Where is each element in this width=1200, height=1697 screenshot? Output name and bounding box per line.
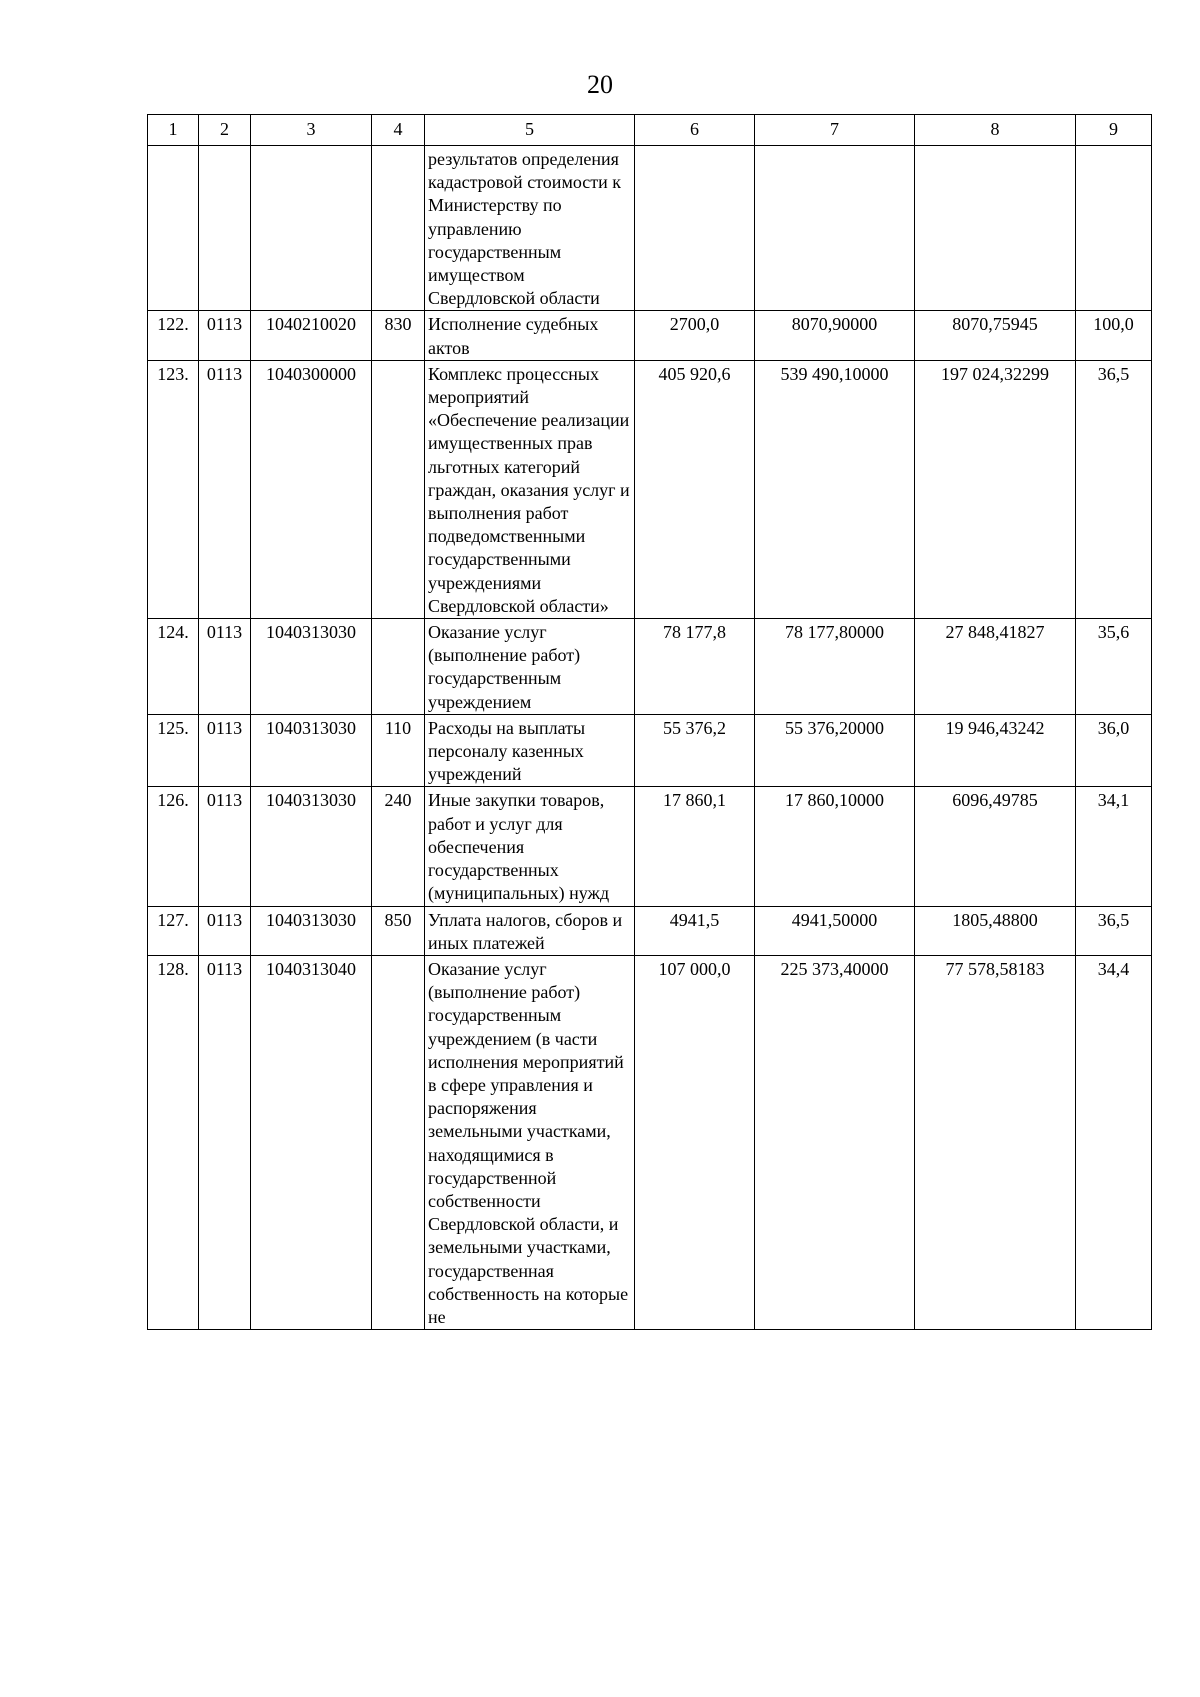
target-code-cell: 1040313030 [251, 714, 372, 787]
column-header: 3 [251, 115, 372, 146]
section-code-cell: 0113 [199, 714, 251, 787]
section-code-cell: 0113 [199, 955, 251, 1329]
approved-value-cell: 8070,90000 [755, 311, 915, 360]
plan-value-cell: 107 000,0 [635, 955, 755, 1329]
column-header: 8 [915, 115, 1076, 146]
expense-kind-cell [372, 146, 425, 311]
expense-kind-cell [372, 619, 425, 715]
target-code-cell: 1040300000 [251, 360, 372, 618]
approved-value-cell: 55 376,20000 [755, 714, 915, 787]
approved-value-cell: 78 177,80000 [755, 619, 915, 715]
item-name-cell: Исполнение судебных актов [425, 311, 635, 360]
plan-value-cell: 405 920,6 [635, 360, 755, 618]
column-header: 6 [635, 115, 755, 146]
plan-value-cell: 4941,5 [635, 906, 755, 955]
row-number-cell: 124. [148, 619, 199, 715]
target-code-cell: 1040313030 [251, 906, 372, 955]
row-number-cell: 126. [148, 787, 199, 906]
plan-value-cell [635, 146, 755, 311]
table-row [148, 311, 1152, 360]
target-code-cell: 1040313030 [251, 619, 372, 715]
expense-kind-cell: 110 [372, 714, 425, 787]
approved-value-cell [755, 146, 915, 311]
approved-value-cell: 4941,50000 [755, 906, 915, 955]
expense-kind-cell [372, 955, 425, 1329]
executed-value-cell: 6096,49785 [915, 787, 1076, 906]
page-number: 20 [587, 70, 613, 99]
percent-cell: 36,0 [1076, 714, 1152, 787]
executed-value-cell: 19 946,43242 [915, 714, 1076, 787]
section-code-cell [199, 146, 251, 311]
approved-value-cell: 225 373,40000 [755, 955, 915, 1329]
approved-value-cell: 539 490,10000 [755, 360, 915, 618]
column-header: 7 [755, 115, 915, 146]
plan-value-cell: 78 177,8 [635, 619, 755, 715]
item-name-cell: Оказание услуг (выполнение работ) государственным учреждением (в части исполнения мероприятий в сфере управления и распоряжения земельными участками, находящимися в государственной собственности Свердловской области, и земельными участками, государственная собственность на которые не [425, 955, 635, 1329]
expense-kind-cell: 830 [372, 311, 425, 360]
plan-value-cell: 17 860,1 [635, 787, 755, 906]
percent-cell: 34,1 [1076, 787, 1152, 906]
row-number-cell [148, 146, 199, 311]
header-row [148, 115, 1152, 146]
row-number-cell: 127. [148, 906, 199, 955]
section-code-cell: 0113 [199, 906, 251, 955]
item-name-cell: Комплекс процессных мероприятий «Обеспечение реализации имущественных прав льготных категорий граждан, оказания услуг и выполнения работ подведомственными государственными учреждениями Свердловской области» [425, 360, 635, 618]
executed-value-cell: 197 024,32299 [915, 360, 1076, 618]
percent-cell: 100,0 [1076, 311, 1152, 360]
executed-value-cell [915, 146, 1076, 311]
table-row [148, 619, 1152, 715]
column-header: 2 [199, 115, 251, 146]
percent-cell: 34,4 [1076, 955, 1152, 1329]
column-header: 9 [1076, 115, 1152, 146]
item-name-cell: Иные закупки товаров, работ и услуг для обеспечения государственных (муниципальных) нужд [425, 787, 635, 906]
expense-kind-cell: 850 [372, 906, 425, 955]
row-number-cell: 128. [148, 955, 199, 1329]
target-code-cell: 1040313030 [251, 787, 372, 906]
executed-value-cell: 8070,75945 [915, 311, 1076, 360]
row-number-cell: 122. [148, 311, 199, 360]
percent-cell [1076, 146, 1152, 311]
percent-cell: 36,5 [1076, 360, 1152, 618]
target-code-cell [251, 146, 372, 311]
section-code-cell: 0113 [199, 360, 251, 618]
budget-table [147, 114, 1152, 1330]
expense-kind-cell: 240 [372, 787, 425, 906]
item-name-cell: результатов определения кадастровой стоимости к Министерству по управлению государственным имуществом Свердловской области [425, 146, 635, 311]
executed-value-cell: 1805,48800 [915, 906, 1076, 955]
percent-cell: 36,5 [1076, 906, 1152, 955]
target-code-cell: 1040210020 [251, 311, 372, 360]
plan-value-cell: 2700,0 [635, 311, 755, 360]
row-number-cell: 123. [148, 360, 199, 618]
column-header: 4 [372, 115, 425, 146]
column-header: 5 [425, 115, 635, 146]
percent-cell: 35,6 [1076, 619, 1152, 715]
table-row [148, 906, 1152, 955]
section-code-cell: 0113 [199, 619, 251, 715]
executed-value-cell: 77 578,58183 [915, 955, 1076, 1329]
column-header: 1 [148, 115, 199, 146]
table-row [148, 714, 1152, 787]
section-code-cell: 0113 [199, 311, 251, 360]
approved-value-cell: 17 860,10000 [755, 787, 915, 906]
expense-kind-cell [372, 360, 425, 618]
table-row [148, 360, 1152, 618]
executed-value-cell: 27 848,41827 [915, 619, 1076, 715]
table-row [148, 787, 1152, 906]
section-code-cell: 0113 [199, 787, 251, 906]
item-name-cell: Оказание услуг (выполнение работ) государственным учреждением [425, 619, 635, 715]
item-name-cell: Уплата налогов, сборов и иных платежей [425, 906, 635, 955]
item-name-cell: Расходы на выплаты персоналу казенных учреждений [425, 714, 635, 787]
row-number-cell: 125. [148, 714, 199, 787]
table-row [148, 955, 1152, 1329]
target-code-cell: 1040313040 [251, 955, 372, 1329]
plan-value-cell: 55 376,2 [635, 714, 755, 787]
table-row [148, 146, 1152, 311]
